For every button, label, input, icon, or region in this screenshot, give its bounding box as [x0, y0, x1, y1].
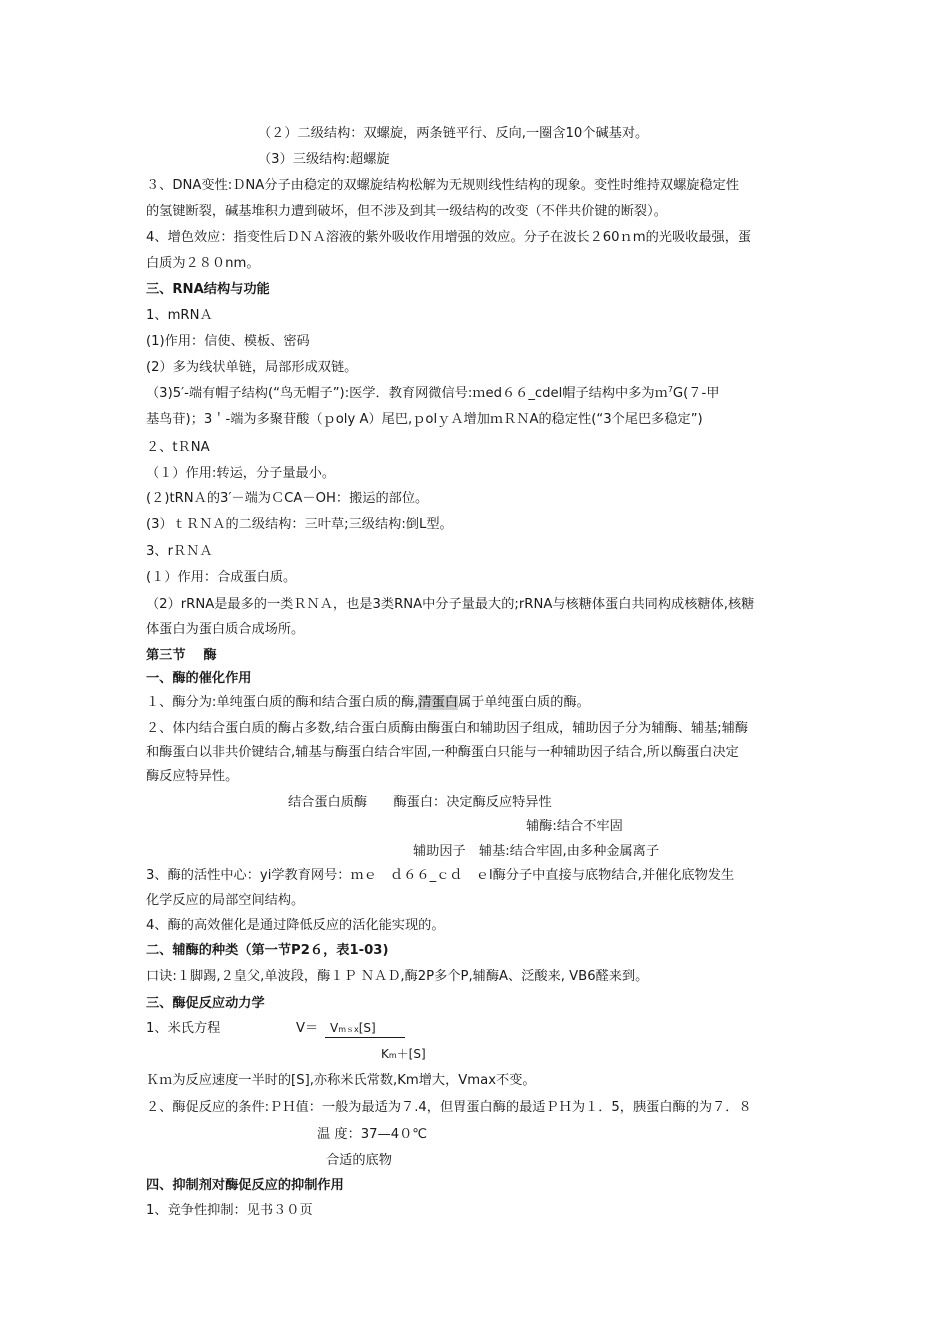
- equation-lhs: V＝: [296, 1021, 319, 1036]
- text-line: 温 度：37—4０℃: [317, 1127, 428, 1142]
- text-line: 结合蛋白质酶 酶蛋白：决定酶反应特异性: [288, 795, 552, 810]
- text-line: 和酶蛋白以非共价键结合,辅基与酶蛋白结合牢固,一种酶蛋白只能与一种辅助因子结合,所以酶蛋白决定: [146, 745, 739, 760]
- text-line: 口诀:１脚踢,２皇父,单波段，酶１Ｐ ＮＡＤ,酶2P多个P,辅酶A、泛酸来, VB6醛来到。: [146, 969, 649, 984]
- equation-denominator: [381, 1046, 426, 1064]
- superscript: 7: [667, 385, 673, 394]
- equation-numerator: [330, 1020, 376, 1038]
- fraction-bar: [325, 1037, 405, 1038]
- text-line: 辅助因子 辅基:结合牢固,由多种金属离子: [413, 844, 660, 859]
- text-segment: G(７-甲: [672, 386, 720, 401]
- text-segment: １、酶分为:单纯蛋白质的酶和结合蛋白质的酶,: [146, 695, 419, 710]
- section-heading: 三、RNA结构与功能: [146, 282, 270, 297]
- eq-subscript: m: [388, 1051, 397, 1060]
- text-line: ２、体内结合蛋白质的酶占多数,结合蛋白质酶由酶蛋白和辅助因子组成，辅助因子分为辅酶、辅基;辅酶: [146, 721, 749, 736]
- text-line: 基鸟苷)；3＇-端为多聚苷酸（ｐoly A）尾巴,ｐolｙＡ增加ｍＲＮA的稳定性(“3个尾巴多稳定”): [146, 412, 703, 427]
- eq-symbol: [S]: [358, 1021, 376, 1035]
- text-line: 白质为２８０nm。: [146, 256, 260, 271]
- text-line: （3）三级结构:超螺旋: [258, 152, 390, 167]
- section-heading: 一、酶的催化作用: [146, 671, 252, 686]
- highlighted-text: 清蛋白: [418, 695, 458, 710]
- text-segment: 属于单纯蛋白质的酶。: [457, 695, 590, 710]
- text-segment: （3)5′-端有帽子结构(“鸟无帽子”):医学．教育网微信号:ｍed６６_cdel帽子结构中多为ｍ: [146, 386, 668, 401]
- text-line: 的氢键断裂，碱基堆积力遭到破坏，但不涉及到其一级结构的改变（不伴共价键的断裂）。: [146, 204, 667, 219]
- text-line: （2）rRNA是最多的一类ＲＮＡ，也是3类RNA中分子量最大的;rRNA与核糖体蛋白共同构成核糖体,核糖: [146, 597, 755, 612]
- section-heading: 四、抑制剂对酶促反应的抑制作用: [146, 1178, 344, 1193]
- eq-symbol: K: [381, 1047, 389, 1061]
- section-heading: 第三节 酶: [146, 648, 217, 663]
- text-line: [146, 385, 719, 403]
- text-line: 3、酶的活性中心：yi学教育网号：ｍｅ ｄ６６_ｃｄ ｅl酶分子中直接与底物结合,并催化底物发生: [146, 868, 735, 883]
- text-line: 4、增色效应：指变性后ＤＮＡ溶液的紫外吸收作用增强的效应。分子在波长２60ｎm的光吸收最强，蛋: [146, 230, 752, 245]
- text-line: ３、DNA变性:ＤNA分子由稳定的双螺旋结构松解为无规则线性结构的现象。变性时维持双螺旋稳定性: [146, 178, 740, 193]
- text-line: ２、酶促反应的条件:ＰＨ值：一般为最适为７.4，但胃蛋白酶的最适ＰＨ为１．5，胰蛋白酶的为７．８: [146, 1100, 752, 1115]
- text-line: [146, 694, 590, 712]
- text-line: 1、竞争性抑制：见书３０页: [146, 1203, 313, 1218]
- text-line: 1、米氏方程: [146, 1021, 221, 1036]
- text-line: 酶反应特异性。: [146, 769, 239, 784]
- text-line: 辅酶:结合不牢固: [526, 819, 623, 834]
- eq-subscript: mｓx: [338, 1025, 359, 1034]
- text-line: 1、mRNＡ: [146, 308, 213, 323]
- text-line: (2）多为线状单链，局部形成双链。: [146, 360, 358, 375]
- text-line: 合适的底物: [326, 1153, 392, 1168]
- text-line: Ｋｍ为反应速度一半时的[S],亦称米氏常数,Km增大，Vmax不变。: [146, 1073, 536, 1088]
- text-line: 化学反应的局部空间结构。: [146, 893, 305, 908]
- text-line: 3、rＲＮＡ: [146, 544, 213, 559]
- text-line: 体蛋白为蛋白质合成场所。: [146, 622, 305, 637]
- text-line: 4、酶的高效催化是通过降低反应的活化能实现的。: [146, 918, 445, 933]
- section-heading: 二、辅酶的种类（第一节P2６，表1-03): [146, 943, 389, 958]
- eq-symbol: V: [330, 1021, 339, 1035]
- text-line: (1)作用：信使、模板、密码: [146, 334, 310, 349]
- text-line: (3）ｔＲＮＡ的二级结构：三叶草;三级结构:倒L型。: [146, 517, 453, 532]
- text-line: (１）作用：合成蛋白质。: [146, 570, 297, 585]
- text-line: （１）作用:转运，分子量最小。: [146, 466, 336, 481]
- eq-symbol: ＋[S]: [396, 1047, 426, 1061]
- text-line: ２、tＲNA: [146, 440, 210, 455]
- text-line: （２）二级结构：双螺旋，两条链平行、反向,一圈含10个碱基对。: [258, 126, 649, 141]
- section-heading: 三、酶促反应动力学: [146, 996, 265, 1011]
- text-line: (２)tRNＡ的3′－端为ＣCA－OH：搬运的部位。: [146, 491, 429, 506]
